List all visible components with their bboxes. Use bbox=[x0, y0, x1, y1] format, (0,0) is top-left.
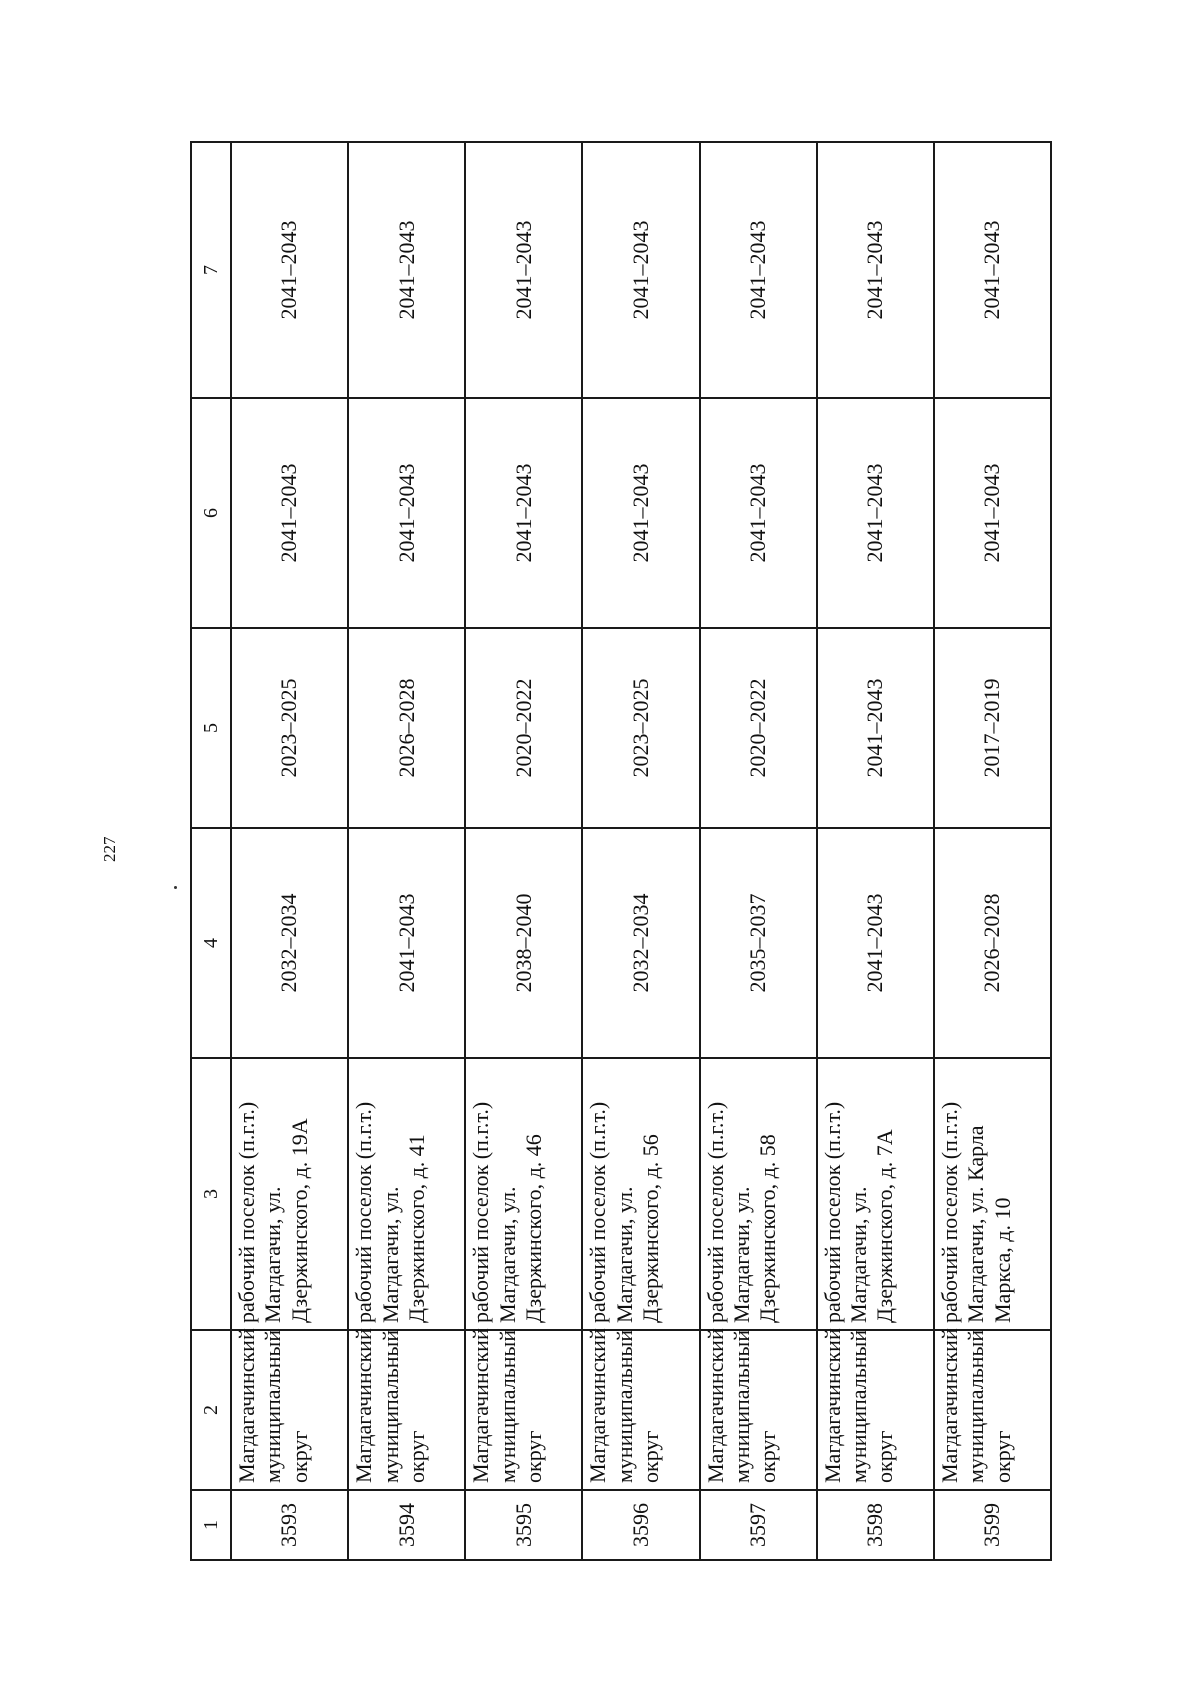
column-header-5: 5 bbox=[191, 628, 231, 828]
period-col5: 2041–2043 bbox=[817, 628, 934, 828]
table-header-row bbox=[191, 142, 231, 1560]
period-col5: 2023–2025 bbox=[231, 628, 348, 828]
address-cell: рабочий поселок (п.г.т.) Магдагачи, ул. Дзержинского, д. 7А bbox=[817, 1058, 934, 1330]
column-header-6: 6 bbox=[191, 398, 231, 628]
page-number: 227 bbox=[100, 836, 119, 862]
column-header-7: 7 bbox=[191, 142, 231, 398]
schedule-table bbox=[190, 141, 1052, 1561]
period-col6: 2041–2043 bbox=[582, 398, 699, 628]
district-cell: Магдагачинский муниципальный округ bbox=[582, 1330, 699, 1490]
district-cell: Магдагачинский муниципальный округ bbox=[231, 1330, 348, 1490]
address-cell: рабочий поселок (п.г.т.) Магдагачи, ул. Дзержинского, д. 46 bbox=[465, 1058, 582, 1330]
district-cell: Магдагачинский муниципальный округ bbox=[465, 1330, 582, 1490]
row-number: 3596 bbox=[582, 1490, 699, 1560]
period-col5: 2023–2025 bbox=[582, 628, 699, 828]
table-row bbox=[231, 142, 348, 1560]
table-row bbox=[700, 142, 817, 1560]
period-col5: 2020–2022 bbox=[465, 628, 582, 828]
table-row bbox=[348, 142, 465, 1560]
period-col5: 2017–2019 bbox=[934, 628, 1051, 828]
period-col6: 2041–2043 bbox=[700, 398, 817, 628]
address-cell: рабочий поселок (п.г.т.) Магдагачи, ул. Карла Маркса, д. 10 bbox=[934, 1058, 1051, 1330]
row-number: 3599 bbox=[934, 1490, 1051, 1560]
district-cell: Магдагачинский муниципальный округ bbox=[700, 1330, 817, 1490]
period-col4: 2026–2028 bbox=[934, 828, 1051, 1058]
period-col4: 2035–2037 bbox=[700, 828, 817, 1058]
period-col5: 2020–2022 bbox=[700, 628, 817, 828]
row-number: 3597 bbox=[700, 1490, 817, 1560]
row-number: 3598 bbox=[817, 1490, 934, 1560]
column-header-1: 1 bbox=[191, 1490, 231, 1560]
rotated-table-container bbox=[190, 143, 1052, 1561]
period-col7: 2041–2043 bbox=[700, 142, 817, 398]
district-cell: Магдагачинский муниципальный округ bbox=[348, 1330, 465, 1490]
period-col4: 2038–2040 bbox=[465, 828, 582, 1058]
address-cell: рабочий поселок (п.г.т.) Магдагачи, ул. Дзержинского, д. 58 bbox=[700, 1058, 817, 1330]
table-row bbox=[465, 142, 582, 1560]
period-col7: 2041–2043 bbox=[231, 142, 348, 398]
column-header-3: 3 bbox=[191, 1058, 231, 1330]
period-col4: 2032–2034 bbox=[231, 828, 348, 1058]
address-cell: рабочий поселок (п.г.т.) Магдагачи, ул. Дзержинского, д. 41 bbox=[348, 1058, 465, 1330]
address-cell: рабочий поселок (п.г.т.) Магдагачи, ул. Дзержинского, д. 19А bbox=[231, 1058, 348, 1330]
period-col4: 2032–2034 bbox=[582, 828, 699, 1058]
period-col6: 2041–2043 bbox=[465, 398, 582, 628]
period-col7: 2041–2043 bbox=[465, 142, 582, 398]
scan-dot bbox=[174, 886, 177, 889]
period-col4: 2041–2043 bbox=[348, 828, 465, 1058]
address-cell: рабочий поселок (п.г.т.) Магдагачи, ул. Дзержинского, д. 56 bbox=[582, 1058, 699, 1330]
period-col7: 2041–2043 bbox=[817, 142, 934, 398]
period-col6: 2041–2043 bbox=[231, 398, 348, 628]
district-cell: Магдагачинский муниципальный округ bbox=[817, 1330, 934, 1490]
period-col7: 2041–2043 bbox=[934, 142, 1051, 398]
row-number: 3594 bbox=[348, 1490, 465, 1560]
period-col6: 2041–2043 bbox=[934, 398, 1051, 628]
column-header-4: 4 bbox=[191, 828, 231, 1058]
period-col4: 2041–2043 bbox=[817, 828, 934, 1058]
column-header-2: 2 bbox=[191, 1330, 231, 1490]
district-cell: Магдагачинский муниципальный округ bbox=[934, 1330, 1051, 1490]
period-col7: 2041–2043 bbox=[348, 142, 465, 398]
period-col5: 2026–2028 bbox=[348, 628, 465, 828]
table-row bbox=[582, 142, 699, 1560]
period-col6: 2041–2043 bbox=[817, 398, 934, 628]
period-col6: 2041–2043 bbox=[348, 398, 465, 628]
table-row bbox=[817, 142, 934, 1560]
period-col7: 2041–2043 bbox=[582, 142, 699, 398]
row-number: 3593 bbox=[231, 1490, 348, 1560]
table-row bbox=[934, 142, 1051, 1560]
row-number: 3595 bbox=[465, 1490, 582, 1560]
